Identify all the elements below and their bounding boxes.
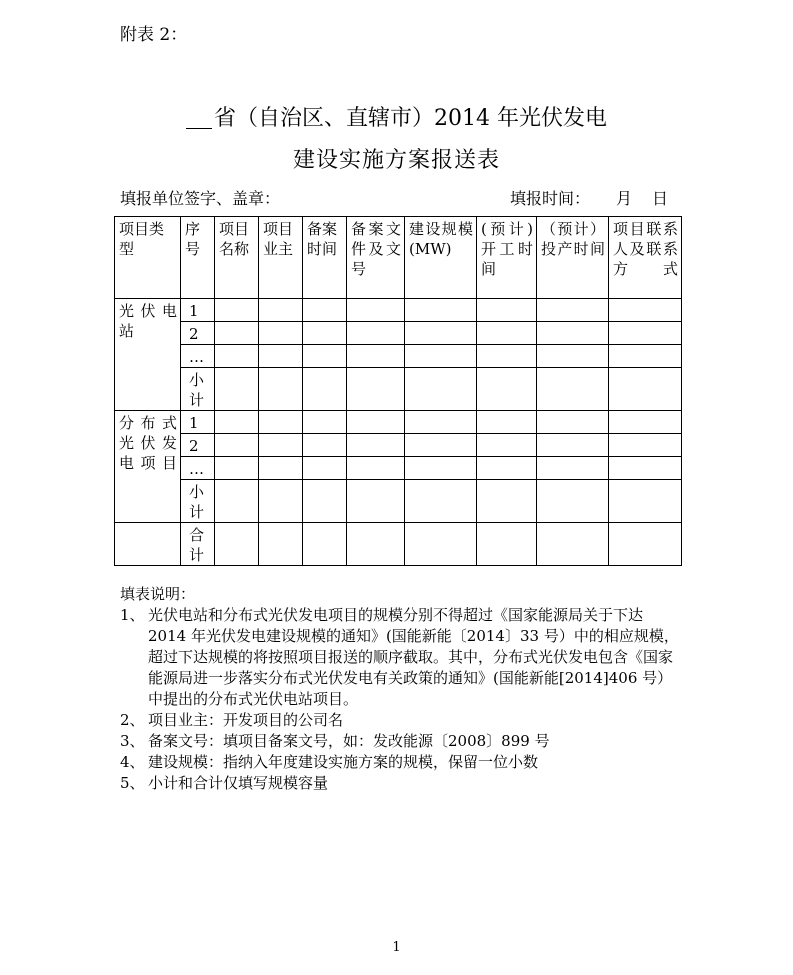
input-cell[interactable] <box>477 345 537 368</box>
seq-cell: … <box>181 457 215 480</box>
header-cell: 备案时间 <box>303 217 347 299</box>
input-cell[interactable] <box>405 345 477 368</box>
input-cell[interactable] <box>405 299 477 322</box>
input-cell[interactable] <box>347 368 405 411</box>
header-cell: 序号 <box>181 217 215 299</box>
input-cell[interactable] <box>405 322 477 345</box>
seq-cell: 1 <box>181 411 215 434</box>
notes-section <box>120 584 680 794</box>
input-cell[interactable] <box>477 411 537 434</box>
input-cell[interactable] <box>405 368 477 411</box>
note-number: 1、 <box>120 606 145 624</box>
table-row <box>115 457 682 480</box>
input-cell[interactable] <box>347 434 405 457</box>
input-cell[interactable] <box>347 411 405 434</box>
note-item <box>120 605 680 710</box>
header-cell: 项目联系人及联系方式 <box>609 217 682 299</box>
input-cell[interactable] <box>477 368 537 411</box>
subtotal-label-cell: 小计 <box>181 368 215 411</box>
title-line-1 <box>0 101 793 132</box>
seq-cell: 2 <box>181 434 215 457</box>
input-cell[interactable] <box>259 299 303 322</box>
note-item <box>120 731 680 752</box>
subtotal-row <box>115 368 682 411</box>
header-cell: 项目类型 <box>115 217 181 299</box>
input-cell[interactable] <box>259 480 303 523</box>
input-cell[interactable] <box>347 345 405 368</box>
input-cell[interactable] <box>537 345 609 368</box>
input-cell[interactable] <box>259 457 303 480</box>
input-cell[interactable] <box>405 434 477 457</box>
input-cell[interactable] <box>303 299 347 322</box>
input-cell[interactable] <box>537 523 609 566</box>
total-row <box>115 523 682 566</box>
note-text: 备案文号：填项目备案文号，如：发改能源〔2008〕899 号 <box>148 732 550 750</box>
note-number: 2、 <box>120 711 145 729</box>
input-cell[interactable] <box>259 322 303 345</box>
input-cell[interactable] <box>609 345 682 368</box>
input-cell[interactable] <box>259 368 303 411</box>
note-text: 项目业主：开发项目的公司名 <box>148 711 344 729</box>
seq-cell: 2 <box>181 322 215 345</box>
input-cell[interactable] <box>215 345 259 368</box>
input-cell[interactable] <box>405 523 477 566</box>
input-cell[interactable] <box>303 368 347 411</box>
input-cell[interactable] <box>303 322 347 345</box>
note-item <box>120 710 680 731</box>
input-cell[interactable] <box>609 368 682 411</box>
signer-label: 填报单位签字、盖章： <box>120 189 281 208</box>
header-cell: 项目名称 <box>215 217 259 299</box>
input-cell[interactable] <box>303 345 347 368</box>
fill-time-label: 填报时间： <box>510 189 591 208</box>
input-cell[interactable] <box>609 457 682 480</box>
input-cell[interactable] <box>537 299 609 322</box>
table-row <box>115 345 682 368</box>
input-cell[interactable] <box>609 434 682 457</box>
header-cell: 备案文件及文号 <box>347 217 405 299</box>
header-cell: 项目业主 <box>259 217 303 299</box>
title-line-1-text: 省（自治区、直辖市）2014 年光伏发电 <box>214 106 607 131</box>
input-cell[interactable] <box>477 480 537 523</box>
input-cell[interactable] <box>477 299 537 322</box>
input-cell[interactable] <box>609 480 682 523</box>
total-label-cell: 合计 <box>181 523 215 566</box>
header-cell: 建设规模(MW) <box>405 217 477 299</box>
input-cell[interactable] <box>303 523 347 566</box>
input-cell[interactable] <box>259 434 303 457</box>
input-cell[interactable] <box>537 480 609 523</box>
report-table <box>114 216 682 566</box>
page-number: 1 <box>392 940 401 955</box>
table-row <box>115 411 682 434</box>
input-cell[interactable] <box>609 299 682 322</box>
input-cell[interactable] <box>259 345 303 368</box>
input-cell[interactable] <box>477 434 537 457</box>
seq-cell: 1 <box>181 299 215 322</box>
attachment-label: 附表 2： <box>120 25 188 45</box>
input-cell[interactable] <box>537 434 609 457</box>
input-cell[interactable] <box>215 434 259 457</box>
input-cell[interactable] <box>405 411 477 434</box>
input-cell[interactable] <box>303 457 347 480</box>
input-cell[interactable] <box>347 322 405 345</box>
note-text: 建设规模：指纳入年度建设实施方案的规模，保留一位小数 <box>148 753 539 771</box>
input-cell[interactable] <box>347 299 405 322</box>
note-number: 4、 <box>120 753 145 771</box>
empty-type-cell <box>115 523 181 566</box>
note-number: 5、 <box>120 774 145 792</box>
input-cell[interactable] <box>537 457 609 480</box>
input-cell[interactable] <box>477 457 537 480</box>
note-number: 3、 <box>120 732 145 750</box>
group-name-cell: 光伏电站 <box>115 299 181 411</box>
input-cell[interactable] <box>215 480 259 523</box>
input-cell[interactable] <box>609 523 682 566</box>
input-cell[interactable] <box>477 322 537 345</box>
notes-title: 填表说明： <box>120 585 196 603</box>
note-item <box>120 773 680 794</box>
group-name-cell: 分布式光伏发电项目 <box>115 411 181 523</box>
fill-time <box>510 186 668 209</box>
province-blank[interactable] <box>186 106 212 129</box>
input-cell[interactable] <box>405 457 477 480</box>
note-item <box>120 752 680 773</box>
note-text: 光伏电站和分布式光伏发电项目的规模分别不得超过《国家能源局关于下达2014 年光伏发电建设规模的通知》(国能新能〔2014〕33 号）中的相应规模，超过下达规模的将按照项目报送的顺序截取。其中，分布式光伏发电包含《国家能源局进一步落实分布式光伏发电有关政策的通知》(国能新能[2014]406 号）中提出的分布式光伏电站项目。 <box>148 606 679 708</box>
title-line-2: 建设实施方案报送表 <box>292 148 500 173</box>
month-label: 月 <box>616 189 633 208</box>
table-row <box>115 299 682 322</box>
header-row <box>115 217 682 299</box>
input-cell[interactable] <box>215 368 259 411</box>
input-cell[interactable] <box>347 523 405 566</box>
header-cell: (预计)开工时间 <box>477 217 537 299</box>
seq-cell: … <box>181 345 215 368</box>
input-cell[interactable] <box>347 480 405 523</box>
input-cell[interactable] <box>215 322 259 345</box>
input-cell[interactable] <box>303 434 347 457</box>
input-cell[interactable] <box>259 523 303 566</box>
subtotal-label-cell: 小计 <box>181 480 215 523</box>
table-row <box>115 322 682 345</box>
input-cell[interactable] <box>259 411 303 434</box>
subtotal-row <box>115 480 682 523</box>
input-cell[interactable] <box>609 322 682 345</box>
input-cell[interactable] <box>215 457 259 480</box>
input-cell[interactable] <box>537 368 609 411</box>
note-text: 小计和合计仅填写规模容量 <box>148 774 329 792</box>
input-cell[interactable] <box>215 523 259 566</box>
input-cell[interactable] <box>215 299 259 322</box>
input-cell[interactable] <box>215 411 259 434</box>
input-cell[interactable] <box>303 411 347 434</box>
header-cell: （预计）投产时间 <box>537 217 609 299</box>
input-cell[interactable] <box>405 480 477 523</box>
input-cell[interactable] <box>537 322 609 345</box>
input-cell[interactable] <box>537 411 609 434</box>
input-cell[interactable] <box>303 480 347 523</box>
input-cell[interactable] <box>477 523 537 566</box>
input-cell[interactable] <box>347 457 405 480</box>
table-row <box>115 434 682 457</box>
input-cell[interactable] <box>609 411 682 434</box>
day-label: 日 <box>652 189 669 208</box>
